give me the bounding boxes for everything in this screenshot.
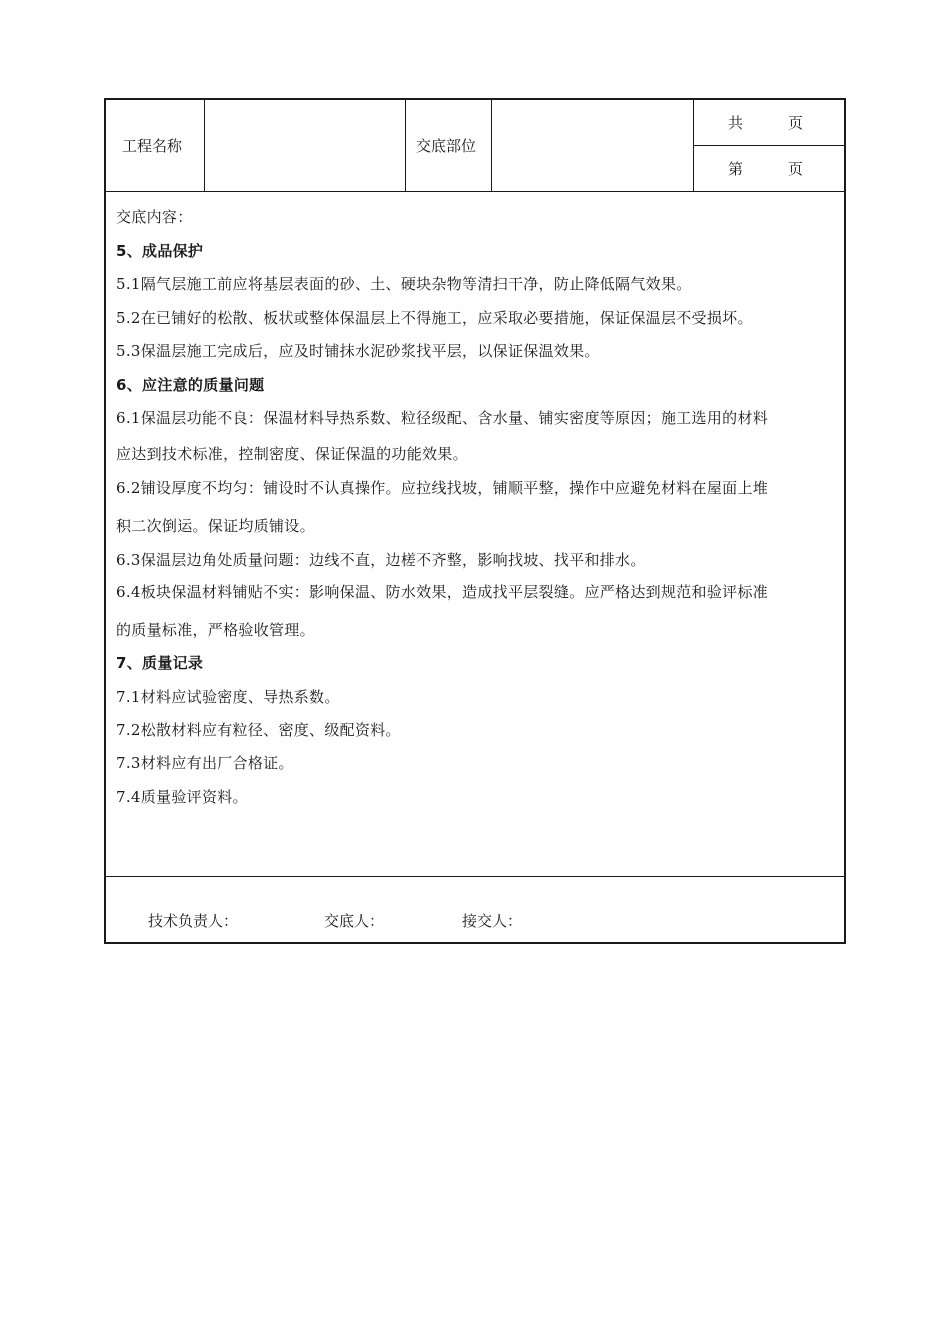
content-line: 7.4质量验评资料。 <box>116 788 248 806</box>
content-line: 6.1保温层功能不良：保温材料导热系数、粒径级配、含水量、铺实密度等原因；施工选用的材料 <box>116 409 769 427</box>
page-cell-divider <box>693 145 844 146</box>
technical-disclosure-table <box>104 98 846 944</box>
content-line: 5.1隔气层施工前应将基层表面的砂、土、硬块杂物等清扫干净，防止降低隔气效果。 <box>116 275 692 293</box>
content-intro: 交底内容： <box>116 208 193 226</box>
project-name-label: 工程名称 <box>122 137 183 155</box>
content-line: 应达到技术标准，控制密度、保证保温的功能效果。 <box>116 445 468 463</box>
page-number: 第 页 <box>728 160 804 178</box>
section-heading: 7、质量记录 <box>116 654 204 672</box>
tech-lead-label: 技术负责人： <box>148 912 239 930</box>
section-heading: 6、应注意的质量问题 <box>116 376 265 394</box>
content-line: 5.2在已铺好的松散、板状或整体保温层上不得施工，应采取必要措施，保证保温层不受损坏。 <box>116 309 753 327</box>
content-line: 6.4板块保温材料铺贴不实：影响保温、防水效果，造成找平层裂缝。应严格达到规范和验评标准 <box>116 583 769 601</box>
presenter-label: 交底人： <box>324 912 385 930</box>
divider-2 <box>405 100 406 191</box>
total-pages: 共 页 <box>728 114 804 132</box>
location-label: 交底部位 <box>416 137 477 155</box>
divider-3 <box>491 100 492 191</box>
section-heading: 5、成品保护 <box>116 242 204 260</box>
content-line: 的质量标准，严格验收管理。 <box>116 621 315 639</box>
footer-border <box>106 876 844 877</box>
header-bottom-border <box>106 191 844 192</box>
content-line: 7.2松散材料应有粒径、密度、级配资料。 <box>116 721 401 739</box>
content-line: 7.3材料应有出厂合格证。 <box>116 754 294 772</box>
content-line: 积二次倒运。保证均质铺设。 <box>116 517 315 535</box>
content-line: 5.3保温层施工完成后，应及时铺抹水泥砂浆找平层，以保证保温效果。 <box>116 342 600 360</box>
receiver-label: 接交人： <box>462 912 523 930</box>
divider-1 <box>204 100 205 191</box>
content-line: 6.3保温层边角处质量问题：边线不直，边槎不齐整，影响找坡、找平和排水。 <box>116 551 646 569</box>
content-line: 7.1材料应试验密度、导热系数。 <box>116 688 340 706</box>
content-line: 6.2铺设厚度不均匀：铺设时不认真操作。应拉线找坡，铺顺平整，操作中应避免材料在屋面上堆 <box>116 479 769 497</box>
